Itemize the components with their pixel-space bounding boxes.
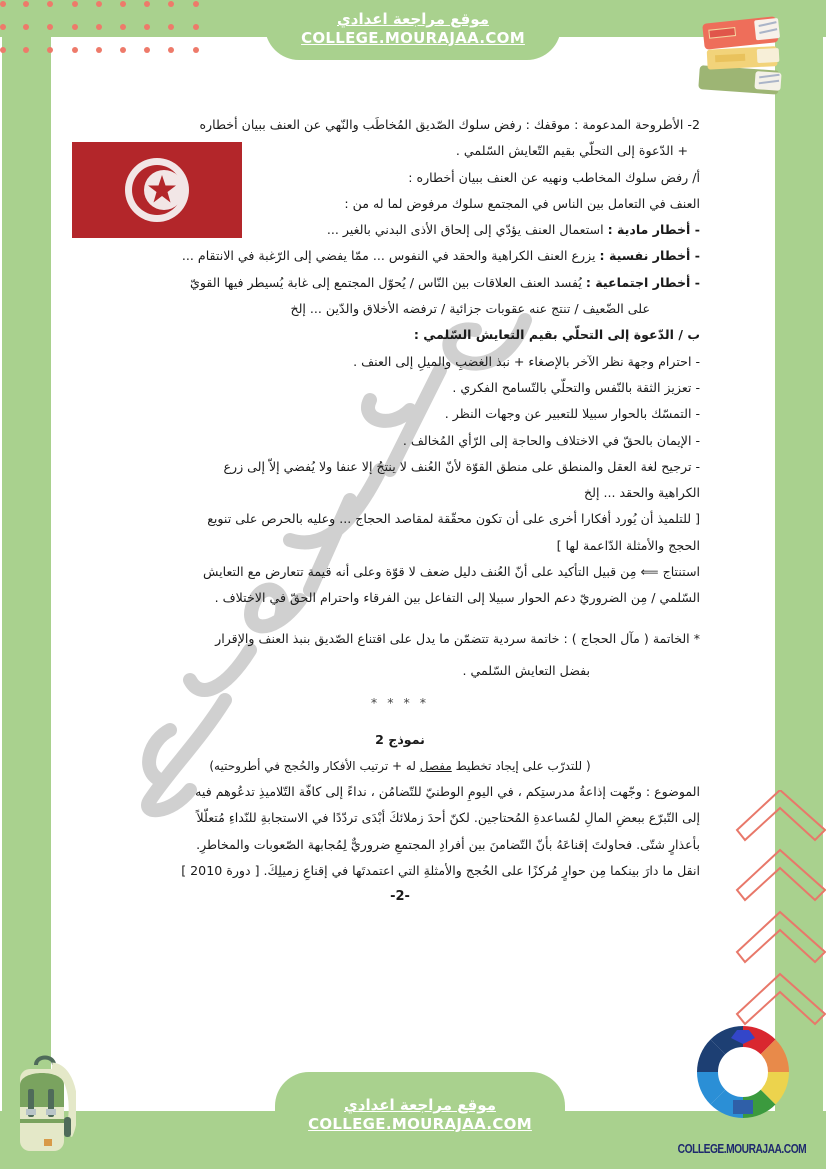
decorative-dots	[0, 0, 200, 60]
part-b-item: - تعزيز الثقة بالنّفس والتحلّي بالتّسامح الفكري .	[452, 379, 700, 395]
part-b-continuation: الكراهية والحقد ... إلخ	[584, 485, 700, 501]
part-a-heading: أ/ رفض سلوك المخاطب ونهيه عن العنف ببيان أخطاره :	[408, 169, 700, 185]
danger-item-psychological: - أخطار نفسية : يزرع العنف الكراهية والحقد في النفوس ... ممّا يفضي إلى الرّغبة في الانتقام ...	[181, 248, 700, 264]
footer-site-name: موقع مراجعة اعدادي	[344, 1096, 496, 1114]
model-subtitle: ( للتدرّب على إيجاد تخطيط مفصل له + ترتيب الأفكار والحُجج في أطروحتيه)	[209, 758, 591, 773]
conclusion-line: السّلمي / مِن الضروريّ دعم الحوار سبيلا إلى التفاعل بين الفرقاء واحترام الحقّ في الاختلاف .	[214, 590, 700, 606]
header-site-url[interactable]: COLLEGE.MOURAJAA.COM	[301, 29, 525, 47]
double-chevron-up-icon	[735, 790, 826, 1030]
closing-line: * الخاتمة ( مآل الحجاج ) : خاتمة سردية تتضمّن ما يدل على اقتناع الصّديق بنبذ العنف والإقرار	[215, 630, 700, 646]
logo-url-text[interactable]: COLLEGE.MOURAJAA.COM	[677, 1142, 807, 1156]
part-b-item: - التمسّك بالحوار سبيلا للتعبير عن وجهات النظر .	[444, 406, 700, 422]
model-title: نموذج 2	[375, 731, 425, 747]
education-ring-logo	[697, 1022, 789, 1134]
danger-continuation: على الضّعيف / تنتج عنه عقوبات جزائية / ترفضه الأخلاق والدّين ... إلخ	[290, 301, 650, 317]
section-separator: * * * *	[370, 695, 430, 711]
topic-line: إلى التّبرّع ببعضِ المالِ لمُساعدةِ المُحتاجين. لكنّ أحدَ زملائكَ أبْدَى تردّدًا في الاستجابةِ للنّداءِ مُتعلّلاً	[196, 810, 700, 826]
backpack-icon	[14, 1055, 76, 1155]
note-line: [ للتلميذ أن يُورد أفكارا أخرى على أن تكون محقّقة لمقاصد الحجاج ... وعليه بالحرص على تنويع	[207, 511, 700, 527]
part-b-item: - ترجيح لغة العقل والمنطق على منطق القوّة لأنّ العُنف لا ينتجُ إلا عنفا ولا يُفضي إلاّ إلى زرع	[223, 458, 700, 474]
part-b-item: - احترام وجهة نظر الآخر بالإصغاء + نبذ الغضبِ والميلِ إلى العنف .	[353, 353, 700, 369]
danger-item-material: - أخطار مادية : استعمال العنف يؤدّي إلى إلحاق الأذى البدني بالغير ...	[326, 222, 700, 238]
header-site-name: موقع مراجعة اعدادي	[337, 10, 489, 28]
left-frame-column	[2, 0, 51, 1169]
topic-line: بأعذارٍ شتّى. فحاولتَ إقناعَهُ بأنّ التّضامنَ بين أفرادِ المجتمعِ ضروريٌّ لِمُجابهة الصّعوبات والمخاطرِ.	[196, 836, 700, 852]
topic-line: الموضوع : وجّهت إذاعةُ مدرستِكم ، في اليومِ الوطنيّ للتّضامُن ، نداءً إلى كافّة التّلاميذِ تدعُوهم فيه	[195, 784, 700, 800]
part-a-intro: العنف في التعامل بين الناس في المجتمع سلوك مرفوض لما له من :	[344, 195, 700, 211]
footer-branding	[275, 1095, 565, 1133]
danger-item-social: - أخطار اجتماعية : يُفسد العنف العلاقات بين النّاس / يُحوّل المجتمع إلى غابة يُسيطر فيها القويّ	[190, 274, 700, 290]
document-body	[100, 112, 700, 911]
stacked-books-icon	[695, 10, 785, 95]
double-arrow-left-icon: ⟸	[640, 564, 659, 580]
topic-line: انقل ما دارَ بينكما مِن حوارٍ مُركزًا على الحُجج والأمثلةِ التي اعتمدتَها في إقناعِ زميلِكَ. [ دورة 2010 ]	[181, 863, 700, 879]
page-number: -2-	[390, 889, 410, 905]
thesis-continuation: + الدّعوة إلى التحلّي بقيم التّعايش السّلمي .	[455, 143, 688, 159]
footer-site-url[interactable]: COLLEGE.MOURAJAA.COM	[308, 1115, 532, 1133]
closing-continuation: بفضل التعايش السّلمي .	[462, 662, 590, 678]
header-branding	[265, 9, 561, 47]
part-b-heading: ب / الدّعوة إلى التحلّي بقيم التعايش السّلمي :	[413, 327, 700, 343]
conclusion-line: استنتاج ⟸ مِن قبيل التأكيد على أنّ العُنف دليل ضعف لا قوّة وعلى أنه قيمة تتعارض مع التعايش	[203, 564, 700, 580]
thesis-heading: 2- الأطروحة المدعومة : موقفك : رفض سلوك الصّديق المُخاطَب والنّهي عن العنف ببيان أخطاره	[199, 117, 700, 132]
part-b-item: - الإيمان بالحقّ في الاختلاف والحاجة إلى الرّأي المُخالف .	[402, 432, 700, 448]
note-line: الحجج والأمثلة الدّاعمة لها ]	[556, 537, 700, 553]
